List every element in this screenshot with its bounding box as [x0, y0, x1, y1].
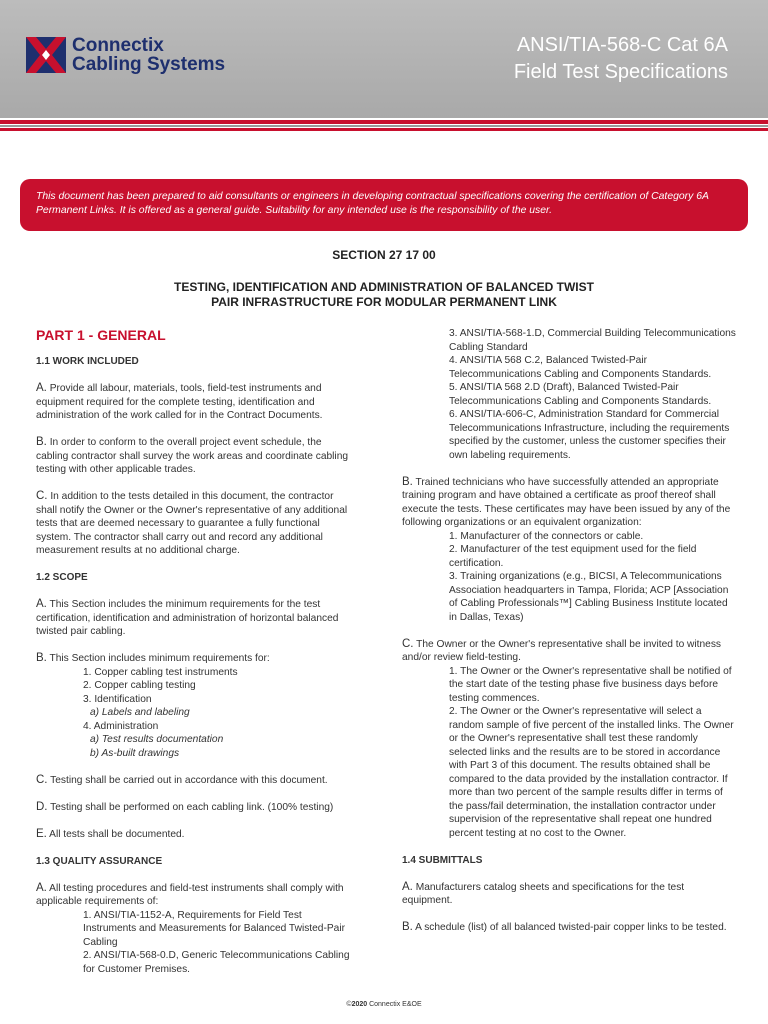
left-column [36, 327, 356, 976]
paragraph-1-2-e: E. All tests shall be documented. [36, 827, 185, 840]
heading-1-4: 1.4 SUBMITTALS [402, 854, 483, 866]
section-title-line-2: PAIR INFRASTRUCTURE FOR MODULAR PERMANENT LINK [211, 295, 557, 309]
list-item: 3. ANSI/TIA-568-1.D, Commercial Building Telecommunications Cabling Standard [449, 328, 736, 353]
part-heading: PART 1 - GENERAL [36, 327, 166, 343]
right-column [402, 327, 736, 935]
header-red-rule [0, 120, 768, 124]
paragraph-1-1-b: B. In order to conform to the overall project event schedule, the cabling contractor shall survey the work areas and coordinate cabling testing with other applicable trades. [36, 436, 349, 475]
list-item: 2. Copper cabling testing [83, 680, 196, 691]
list-subitem: a) Labels and labeling [90, 707, 190, 718]
heading-1-3: 1.3 QUALITY ASSURANCE [36, 855, 163, 867]
section-title [130, 280, 638, 310]
list-item: 5. ANSI/TIA 568 2.D (Draft), Balanced Twisted-Pair Telecommunications Cabling and Components Standards. [449, 382, 712, 407]
paragraph-1-2-c: C. Testing shall be carried out in accordance with this document. [36, 773, 328, 786]
paragraph-1-3-b: B. Trained technicians who have successfully attended an appropriate training program and have obtained a certificate as proof thereof shall execute the tests. These certificates may have been issued by any of the following organizations or an equivalent organization: [402, 475, 731, 528]
list-item: 1. The Owner or the Owner's representative shall be notified of the start date of the testing phase five business days before testing commences. [449, 665, 732, 704]
document-title-line-2: Field Test Specifications [513, 61, 728, 83]
section-title-line-1: TESTING, IDENTIFICATION AND ADMINISTRATION OF BALANCED TWIST [174, 280, 594, 294]
heading-1-2: 1.2 SCOPE [36, 572, 88, 583]
document-title [514, 32, 728, 86]
paragraph-1-1-a: A. Provide all labour, materials, tools, field-test instruments and equipment required for the complete testing, identification and administration of the work called for in the Contract Documents. [36, 382, 323, 421]
paragraph-1-4-b: B. A schedule (list) of all balanced twisted-pair copper links to be tested. [402, 921, 727, 933]
disclaimer-notice: This document has been prepared to aid consultants or engineers in developing contractual specifications covering the certification of Category 6A Permanent Links. It is offered as a general guide. Suitability for any intended use is the responsibility of the user. [20, 179, 748, 231]
paragraph-1-4-a: A. Manufacturers catalog sheets and specifications for the test equipment. [402, 880, 685, 906]
paragraph-1-2-d: D. Testing shall be performed on each cabling link. (100% testing) [36, 800, 334, 813]
list-item: 6. ANSI/TIA-606-C, Administration Standard for Commercial Telecommunications Infrastructure, including the requirements specified by the customer, unless the customer specifies their own labeling requirements. [449, 409, 730, 461]
paragraph-1-2-b: B. This Section includes minimum requirements for: [36, 652, 270, 664]
list-item: 1. ANSI/TIA-1152-A, Requirements for Field Test Instruments and Measurements for Balanced Twisted-Pair Cabling [83, 909, 345, 948]
list-subitem: b) As-built drawings [90, 747, 180, 759]
paragraph-1-2-a: A. This Section includes the minimum requirements for the test certification, identification and administration of horizontal balanced twisted pair cabling. [36, 598, 339, 637]
list-item: 4. ANSI/TIA 568 C.2, Balanced Twisted-Pair Telecommunications Cabling and Components Standards. [449, 355, 712, 380]
list-item: 3. Identification [83, 693, 152, 705]
paragraph-1-1-c: C. In addition to the tests detailed in this document, the contractor shall notify the Owner or the Owner's representative of any additional tests that are deemed necessary to guarantee a fully functional system. The contractor shall carry out and record any additional measurement results at no additional charge. [36, 490, 348, 556]
heading-1-1: 1.1 WORK INCLUDED [36, 356, 139, 367]
document-title-line-1: ANSI/TIA-568-C Cat 6A [516, 34, 728, 56]
paragraph-1-3-a: A. All testing procedures and field-test instruments shall comply with applicable requirements of: [36, 881, 344, 907]
paragraph-1-3-c: C. The Owner or the Owner's representative shall be invited to witness and/or review field-testing. [402, 637, 722, 663]
brand-name [72, 36, 225, 74]
list-item: 2. ANSI/TIA-568-0.D, Generic Telecommunications Cabling for Customer Premises. [83, 950, 350, 975]
list-subitem: a) Test results documentation [90, 734, 224, 745]
section-number: SECTION 27 17 00 [332, 248, 436, 262]
list-item: 2. Manufacturer of the test equipment used for the field certification. [449, 544, 697, 569]
list-item: 1. Copper cabling test instruments [83, 666, 238, 678]
list-item: 2. The Owner or the Owner's representative will select a random sample of five percent of the installed links. The Owner or the Owner's representative shall test these randomly selected links and the results are to be stored in accordance with Part 3 of this document. The results obtained shall be compared to the data provided by the installation contractor. If more than two percent of the sample results differ in terms of the pass/fail determination, the installation contractor under supervision of the representative shall repeat one hundred percent testing at no cost to the Owner. [449, 706, 734, 839]
footer-copyright: ©2020 Connectix E&OE [346, 1001, 422, 1008]
brand-line-2: Cabling Systems [72, 54, 226, 75]
connectix-logo-icon [26, 37, 66, 73]
list-item: 4. Administration [83, 720, 159, 732]
header-red-rule-lower [0, 128, 768, 131]
list-item: 1. Manufacturer of the connectors or cable. [449, 530, 644, 542]
brand-line-1: Connectix [72, 35, 164, 56]
list-item: 3. Training organizations (e.g., BICSI, A Telecommunications Association headquarters in Tampa, Florida; ACP [Association of Cabling Professionals™] Cabling Business Institute located in Dallas, Texas) [449, 571, 729, 623]
header-grey-rule [0, 125, 768, 127]
